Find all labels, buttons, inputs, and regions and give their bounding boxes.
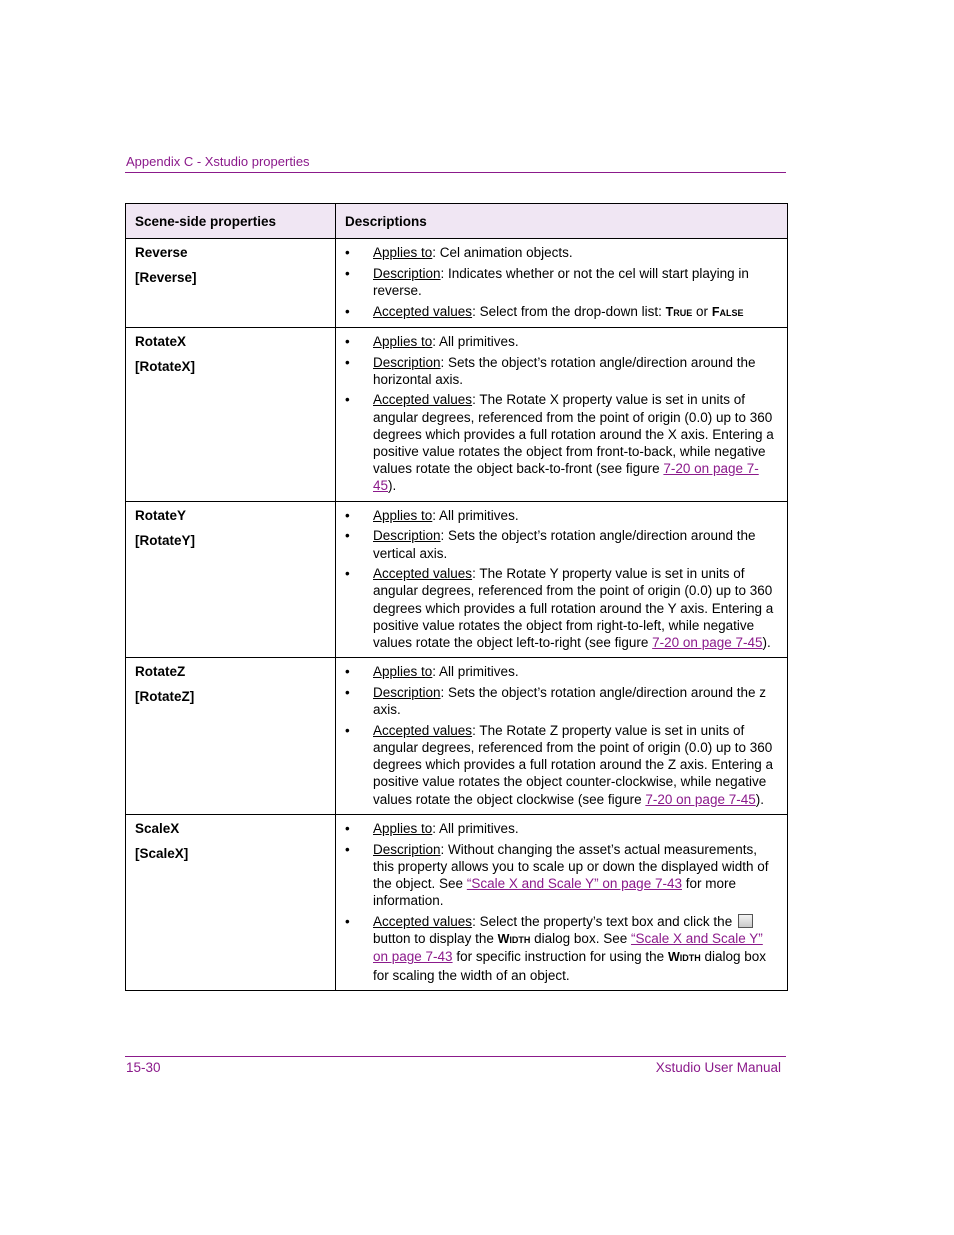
description-label: Description bbox=[373, 841, 441, 857]
column-header-properties: Scene-side properties bbox=[126, 204, 336, 239]
property-cell bbox=[126, 501, 336, 658]
description-label: Description bbox=[373, 354, 441, 370]
figure-link[interactable]: 7-20 on page 7-45 bbox=[652, 635, 763, 651]
accepted-values-item: • Accepted values: Select from the drop-down list: True or False bbox=[345, 303, 778, 321]
property-alias: [RotateX] bbox=[135, 358, 195, 374]
applies-to-label: Applies to bbox=[373, 507, 433, 523]
table-row bbox=[126, 327, 788, 501]
description-cell bbox=[336, 501, 788, 658]
applies-to-item: • Applies to: All primitives. bbox=[345, 820, 778, 837]
property-name: ScaleX bbox=[135, 820, 180, 836]
accepted-values-label: Accepted values bbox=[373, 392, 473, 408]
footer-rule bbox=[125, 1056, 786, 1057]
description-cell bbox=[336, 239, 788, 328]
figure-link[interactable]: 7-20 on page 7-45 bbox=[645, 791, 756, 807]
description-label: Description bbox=[373, 528, 441, 544]
description-cell bbox=[336, 814, 788, 990]
accepted-values-label: Accepted values bbox=[373, 722, 473, 738]
applies-to-item: • Applies to: All primitives. bbox=[345, 507, 778, 524]
accepted-values-label: Accepted values bbox=[373, 913, 473, 929]
property-name: Reverse bbox=[135, 245, 188, 260]
property-name: RotateZ bbox=[135, 664, 186, 680]
applies-to-item: • Applies to: All primitives. bbox=[345, 663, 778, 680]
table-row bbox=[126, 658, 788, 815]
section-link[interactable]: “Scale X and Scale Y” on page 7-43 bbox=[466, 876, 682, 891]
property-cell bbox=[126, 658, 336, 815]
description-item: • Description: Sets the object’s rotation angle/direction around the vertical axis. bbox=[345, 527, 778, 561]
accepted-values-label: Accepted values bbox=[373, 566, 473, 582]
accepted-values-item: • Accepted values: Select the property’s text box and click the button to display the Width dialog box. See “Scale X and Scale Y” on page 7-43 for specific instruction for using the Width dialog box for scaling the width of an object. bbox=[345, 913, 778, 984]
accepted-values-item: • Accepted values: The Rotate Z property value is set in units of angular degrees, referenced from the point of origin (0.0) up to 360 degrees which provides a full rotation around the Z axis. Entering a positive value rotates the object counter-clockwise, while negative values rotate the object clockwise (see figure 7-20 on page 7-45). bbox=[345, 722, 778, 808]
dialog-name: Width bbox=[667, 950, 701, 965]
manual-title: Xstudio User Manual bbox=[655, 1060, 781, 1075]
property-name: RotateX bbox=[135, 333, 187, 349]
property-alias: [RotateY] bbox=[135, 532, 195, 548]
description-cell bbox=[336, 658, 788, 815]
property-cell bbox=[126, 239, 336, 328]
property-cell bbox=[126, 814, 336, 990]
description-item: • Description: Sets the object’s rotation angle/direction around the z axis. bbox=[345, 684, 778, 718]
accepted-values-item: • Accepted values: The Rotate Y property value is set in units of angular degrees, referenced from the point of origin (0.0) up to 360 degrees which provides a full rotation around the Y axis. Entering a positive value rotates the object from right-to-left, while negative values rotate the object left-to-right (see figure 7-20 on page 7-45). bbox=[345, 565, 778, 651]
browse-button-icon bbox=[738, 914, 753, 928]
table-header-row bbox=[126, 204, 788, 239]
table-row bbox=[126, 239, 788, 328]
property-alias: [ScaleX] bbox=[135, 845, 189, 861]
running-header: Appendix C - Xstudio properties bbox=[126, 154, 310, 169]
property-alias: [Reverse] bbox=[135, 270, 197, 285]
section-link[interactable]: “Scale X and Scale Y” on page 7-43 bbox=[373, 931, 763, 965]
column-header-descriptions: Descriptions bbox=[336, 204, 788, 239]
description-cell bbox=[336, 327, 788, 501]
table-row bbox=[126, 814, 788, 990]
properties-table bbox=[125, 203, 788, 991]
property-alias: [RotateZ] bbox=[135, 689, 195, 705]
property-cell bbox=[126, 327, 336, 501]
header-rule bbox=[125, 172, 786, 173]
applies-to-label: Applies to bbox=[373, 333, 433, 349]
applies-to-item: • Applies to: Cel animation objects. bbox=[345, 244, 778, 261]
accepted-values-item: • Accepted values: The Rotate X property value is set in units of angular degrees, referenced from the point of origin (0.0) up to 360 degrees which provides a full rotation around the X axis. Entering a positive value rotates the object from front-to-back, while negative values rotate the object back-to-front (see figure 7-20 on page 7-45). bbox=[345, 391, 778, 494]
applies-to-label: Applies to bbox=[373, 664, 433, 680]
table-row bbox=[126, 501, 788, 658]
description-item: • Description: Without changing the asset’s actual measurements, this property allows you to scale up or down the displayed width of the object. See “Scale X and Scale Y” on page 7-43 for more information. bbox=[345, 841, 778, 910]
description-item: • Description: Sets the object’s rotation angle/direction around the horizontal axis. bbox=[345, 354, 778, 388]
applies-to-label: Applies to bbox=[373, 820, 433, 836]
property-name: RotateY bbox=[135, 507, 187, 523]
accepted-values-label: Accepted values bbox=[373, 303, 473, 319]
applies-to-item: • Applies to: All primitives. bbox=[345, 333, 778, 350]
description-label: Description bbox=[373, 265, 441, 281]
figure-link[interactable]: 7-20 on page 7-45 bbox=[373, 461, 759, 494]
description-label: Description bbox=[373, 684, 441, 700]
dialog-name: Width bbox=[497, 932, 531, 947]
value-true: True bbox=[665, 304, 693, 319]
value-false: False bbox=[711, 304, 744, 319]
description-item: • Description: Indicates whether or not the cel will start playing in reverse. bbox=[345, 265, 778, 299]
applies-to-label: Applies to bbox=[373, 245, 433, 260]
page-number: 15-30 bbox=[126, 1060, 161, 1075]
